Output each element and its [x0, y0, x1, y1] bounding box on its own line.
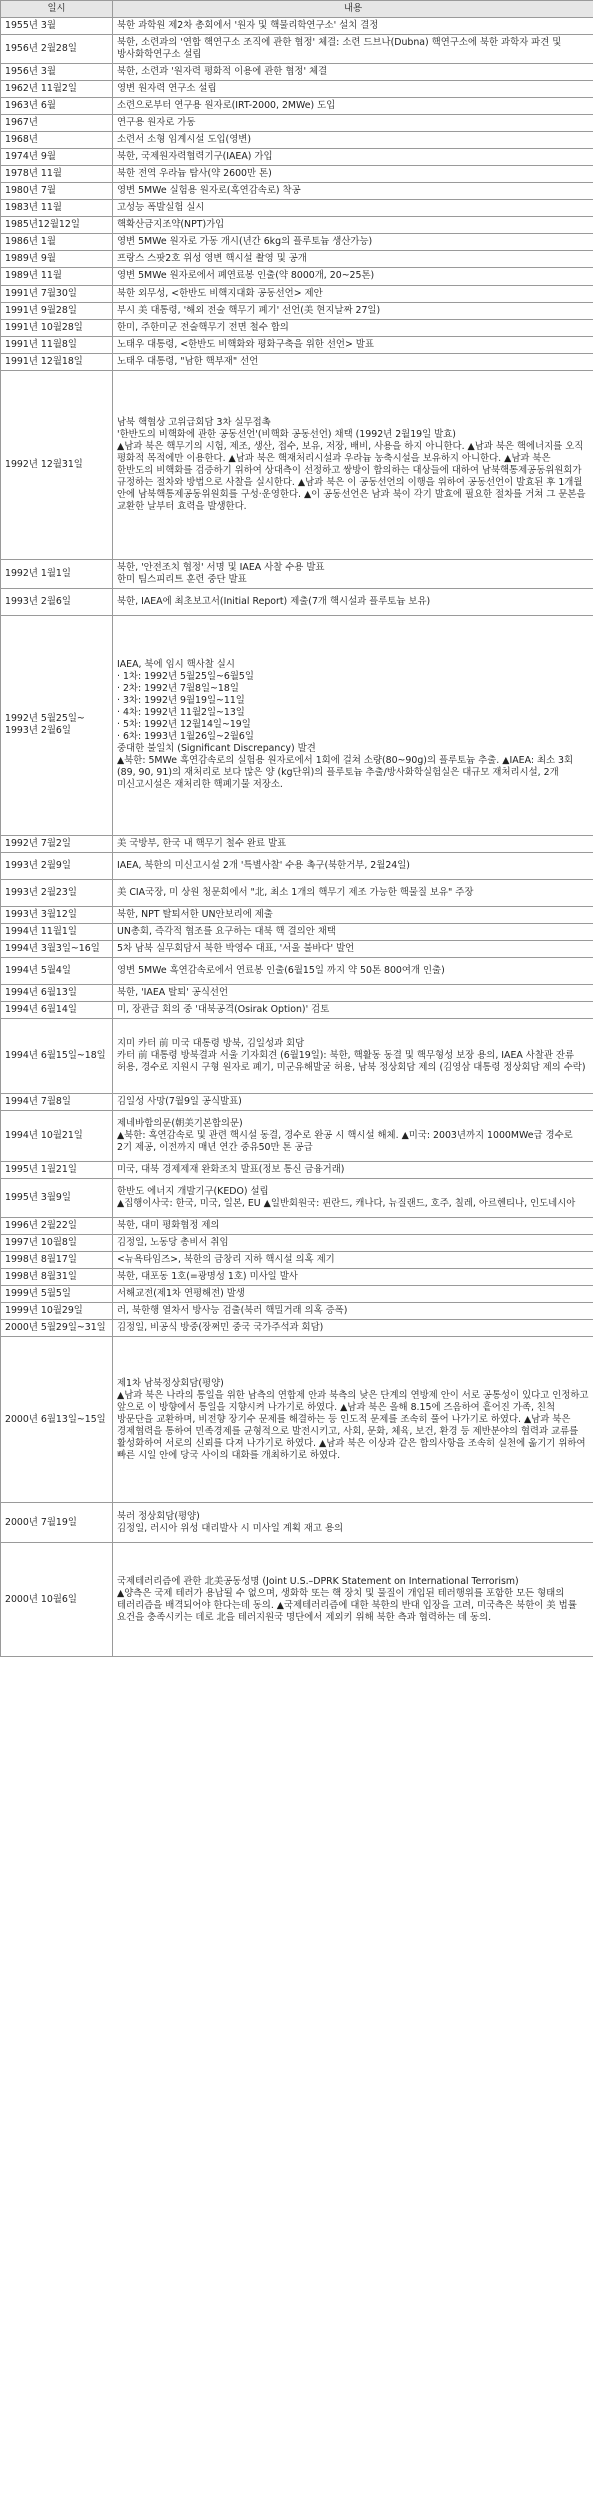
row-date: 1998년 8월17일	[1, 1252, 113, 1269]
row-date: 1989년 11월	[1, 268, 113, 285]
table-row	[1, 1320, 593, 1337]
row-content: 한미, 주한미군 전술핵무기 전면 철수 합의	[113, 319, 593, 336]
row-content: 국제테러리즘에 관한 北美공동성명 (Joint U.S.–DPRK Statement on International Terrorism) ▲양측은 국제 테러가 용납될 수 없으며, 생화학 또는 핵 장치 및 물질이 개입된 테러행위를 포함한 모든 형태의 테러리즘을 배격되어야 한다는데 동의. ▲국제테러리즘에 대한 북한의 반대 입장을 고려, 미국측은 북한이 美 법률 요건을 충족시키는 데로 北을 테러지원국 명단에서 제외키 위해 북한 측과 협력하는 데 동의.	[113, 1543, 593, 1657]
table-row	[1, 268, 593, 285]
row-content: 지미 카터 前 미국 대통령 방북, 김일성과 회담 카터 前 대통령 방북결과 서울 기자회견 (6월19일): 북한, 핵활동 동결 및 핵무형성 보장 용의, IAEA 사찰관 잔류 허용, 경수로 지원시 구형 원자로 폐기, 미군유해발굴 허용, 남북 정상회담 제의 (김영삼 대통령 정상회담 제의 수락)	[113, 1018, 593, 1093]
table-row	[1, 200, 593, 217]
table-row	[1, 81, 593, 98]
table-row	[1, 1110, 593, 1161]
table-row	[1, 1093, 593, 1110]
row-content: 부시 美 대통령, '해외 전술 핵무기 폐기' 선언(美 현지날짜 27일)	[113, 302, 593, 319]
table-row	[1, 984, 593, 1001]
table-row	[1, 1178, 593, 1217]
row-date: 1968년	[1, 132, 113, 149]
row-date: 2000년 5월29일~31일	[1, 1320, 113, 1337]
table-row	[1, 1286, 593, 1303]
table-row	[1, 370, 593, 559]
table-row	[1, 879, 593, 906]
row-content: 북한 과학원 제2차 총회에서 '원자 및 핵물리학연구소' 설치 결정	[113, 18, 593, 35]
row-date: 1991년 11월8일	[1, 336, 113, 353]
row-date: 1986년 1월	[1, 234, 113, 251]
row-date: 1998년 8월31일	[1, 1269, 113, 1286]
row-date: 1997년 10월8일	[1, 1235, 113, 1252]
table-row	[1, 615, 593, 835]
row-content: 소련으로부터 연구용 원자로(IRT-2000, 2MWe) 도입	[113, 98, 593, 115]
row-content: 북러 정상회담(평양) 김정일, 러시아 위성 대리발사 시 미사일 계획 재고 용의	[113, 1503, 593, 1543]
row-content: 영변 5MWe 원자로 가동 개시(년간 6kg의 플루토늄 생산가능)	[113, 234, 593, 251]
row-content: 서해교전(제1차 연평해전) 발생	[113, 1286, 593, 1303]
row-date: 1963년 6월	[1, 98, 113, 115]
table-row	[1, 319, 593, 336]
table-row	[1, 1161, 593, 1178]
row-content: IAEA, 북에 임시 핵사찰 실시 · 1차: 1992년 5월25일~6월5일 · 2차: 1992년 7월8일~18일 · 3차: 1992년 9월19일~11일 · 4차: 1992년 11월2일~13일 · 5차: 1992년 12월14일~19일 · 6차: 1993년 1월26일~2월6일 중대한 불일치 (Significant Discrepancy) 발견 ▲북한: 5MWe 흑연감속로의 실험용 원자로에서 1회에 걸쳐 소량(80~90g)의 플루토늄 추출. ▲IAEA: 최소 3회 (89, 90, 91)의 재처리로 보다 많은 양 (kg단위)의 플루토늄 추출/방사화학실험실은 대규모 재처리시설, 2개 미신고시설은 재처리한 핵폐기물 저장소.	[113, 615, 593, 835]
row-date: 1978년 11월	[1, 166, 113, 183]
row-date: 1999년 5월5일	[1, 1286, 113, 1303]
table-row	[1, 183, 593, 200]
row-content: 제1차 남북정상회담(평양) ▲남과 북은 나라의 통일을 위한 남측의 연합제 안과 북측의 낮은 단계의 연방제 안이 서로 공통성이 있다고 인정하고 앞으로 이 방향에서 통일을 지향시켜 나가기로 하였다. ▲남과 북은 올해 8.15에 즈음하여 흩어진 가족, 친척 방문단을 교환하며, 비전향 장기수 문제를 해결하는 등 인도적 문제를 조속히 풀어 나가기로 하였다. ▲남과 북은 경제협력을 통하여 민족경제를 균형적으로 발전시키고, 사회, 문화, 체육, 보건, 환경 등 제반분야의 협력과 교류를 활성화하여 서로의 신뢰를 다져 나가기로 하였다. ▲남과 북은 이상과 같은 합의사항을 조속히 실천에 옮기기 위하여 빠른 시일 안에 당국 사이의 대화를 개최하기로 하였다.	[113, 1337, 593, 1503]
table-row	[1, 115, 593, 132]
table-row	[1, 217, 593, 234]
row-content: 김일성 사망(7월9일 공식발표)	[113, 1093, 593, 1110]
row-content: 고성능 폭발실험 실시	[113, 200, 593, 217]
row-date: 1991년 10월28일	[1, 319, 113, 336]
row-date: 1994년 6월15일~18일	[1, 1018, 113, 1093]
table-row	[1, 1543, 593, 1657]
row-date: 1985년12월12일	[1, 217, 113, 234]
row-date: 1994년 6월13일	[1, 984, 113, 1001]
row-date: 1967년	[1, 115, 113, 132]
row-content: 美 CIA국장, 미 상원 청문회에서 "北, 최소 1개의 핵무기 제조 가능한 핵물질 보유" 주장	[113, 879, 593, 906]
row-date: 1974년 9월	[1, 149, 113, 166]
table-row	[1, 1269, 593, 1286]
row-date: 1991년 12월18일	[1, 353, 113, 370]
row-date: 1994년 3월3일~16일	[1, 940, 113, 957]
row-content: 러, 북한행 열차서 방사능 검출(북러 핵밀거래 의혹 증폭)	[113, 1303, 593, 1320]
row-content: 김정일, 노동당 총비서 취임	[113, 1235, 593, 1252]
table-row	[1, 588, 593, 615]
table-row	[1, 35, 593, 64]
row-date: 1992년 7월2일	[1, 835, 113, 852]
row-content: 미, 장관급 회의 중 '대북공격(Osirak Option)' 검토	[113, 1001, 593, 1018]
row-content: 제네바합의문(朝美기본합의문) ▲북한: 흑연감속로 및 관련 핵시설 동결, 경수로 완공 시 핵시설 해체. ▲미국: 2003년까지 1000MWe급 경수로 2기 제공, 이전까지 매년 연간 중유50만 톤 공급	[113, 1110, 593, 1161]
row-date: 1993년 2월6일	[1, 588, 113, 615]
table-row	[1, 234, 593, 251]
row-content: 북한, NPT 탈퇴서한 UN안보리에 제출	[113, 906, 593, 923]
table-row	[1, 1503, 593, 1543]
row-content: 북한, 'IAEA 탈퇴' 공식선언	[113, 984, 593, 1001]
row-content: 노태우 대통령, <한반도 비핵화와 평화구축을 위한 선언> 발표	[113, 336, 593, 353]
table-row	[1, 940, 593, 957]
header-content: 내용	[113, 1, 593, 18]
row-date: 1992년 1월1일	[1, 559, 113, 588]
table-header-row	[1, 1, 593, 18]
row-content: 영변 5MWe 흑연감속로에서 연료봉 인출(6월15일 까지 약 50톤 800여개 인출)	[113, 957, 593, 984]
row-date: 1995년 3월9일	[1, 1178, 113, 1217]
row-content: UN총회, 즉각적 협조를 요구하는 대북 핵 결의안 채택	[113, 923, 593, 940]
header-date: 일시	[1, 1, 113, 18]
table-row	[1, 559, 593, 588]
row-content: 소련서 소형 임계시설 도입(영변)	[113, 132, 593, 149]
table-row	[1, 166, 593, 183]
table-row	[1, 64, 593, 81]
table-row	[1, 906, 593, 923]
row-content: 노태우 대통령, "남한 핵부재" 선언	[113, 353, 593, 370]
row-date: 1999년 10월29일	[1, 1303, 113, 1320]
row-content: 김정일, 비공식 방중(장쩌민 중국 국가주석과 회담)	[113, 1320, 593, 1337]
row-date: 1995년 1월21일	[1, 1161, 113, 1178]
row-date: 1992년 5월25일~ 1993년 2월6일	[1, 615, 113, 835]
row-content: 북한, '안전조치 협정' 서명 및 IAEA 사찰 수용 발표 한미 팀스피리트 훈련 중단 발표	[113, 559, 593, 588]
row-date: 1996년 2월22일	[1, 1217, 113, 1234]
row-content: 북한 외무성, <한반도 비핵지대화 공동선언> 제안	[113, 285, 593, 302]
table-body	[1, 18, 593, 1657]
table-row	[1, 149, 593, 166]
row-date: 2000년 6월13일~15일	[1, 1337, 113, 1503]
row-content: 북한 전역 우라늄 탐사(약 2600만 톤)	[113, 166, 593, 183]
table-row	[1, 1018, 593, 1093]
row-content: 연구용 원자로 가동	[113, 115, 593, 132]
row-date: 2000년 10월6일	[1, 1543, 113, 1657]
row-content: 美 국방부, 한국 내 핵무기 철수 완료 발표	[113, 835, 593, 852]
table-row	[1, 336, 593, 353]
row-content: 핵확산금지조약(NPT)가입	[113, 217, 593, 234]
table-row	[1, 923, 593, 940]
row-content: 미국, 대북 경제제재 완화조치 발표(정보 통신 금융거래)	[113, 1161, 593, 1178]
row-content: 북한, 국제원자력협력기구(IAEA) 가입	[113, 149, 593, 166]
row-date: 1956년 3월	[1, 64, 113, 81]
row-content: 북한, 대포동 1호(=광명성 1호) 미사일 발사	[113, 1269, 593, 1286]
row-date: 1991년 7월30일	[1, 285, 113, 302]
row-content: 북한, IAEA에 최초보고서(Initial Report) 제출(7개 핵시설과 플루토늄 보유)	[113, 588, 593, 615]
row-date: 1994년 5월4일	[1, 957, 113, 984]
row-content: <뉴욕타임즈>, 북한의 금창리 지하 핵시설 의혹 제기	[113, 1252, 593, 1269]
table-row	[1, 251, 593, 268]
row-date: 1955년 3월	[1, 18, 113, 35]
table-row	[1, 1303, 593, 1320]
row-content: 북한, 대미 평화협정 제의	[113, 1217, 593, 1234]
row-date: 1994년 10월21일	[1, 1110, 113, 1161]
row-date: 1989년 9월	[1, 251, 113, 268]
table-row	[1, 98, 593, 115]
table-row	[1, 835, 593, 852]
row-date: 1991년 9월28일	[1, 302, 113, 319]
row-content: 남북 핵협상 고위급회담 3차 실무접촉 '한반도의 비핵화에 관한 공동선언'(비핵화 공동선언) 채택 (1992년 2월19일 발효) ▲남과 북은 핵무기의 시험, 제조, 생산, 접수, 보유, 저장, 배비, 사용을 하지 아니한다. ▲남과 북은 핵에너지를 오직 평화적 목적에만 이용한다. ▲남과 북은 핵재처리시설과 우라늄 농축시설을 보유하지 아니한다. ▲남과 북은 한반도의 비핵화를 검증하기 위하여 상대측이 선정하고 쌍방이 합의하는 대상들에 대하여 남북핵통제공동위원회가 규정하는 절차와 방법으로 사찰을 실시한다. ▲남과 북은 이 공동선언의 이행을 위하여 공동선언이 발효된 후 1개월 안에 남북핵통제공동위원회를 구성·운영한다. ▲이 공동선언은 남과 북이 각기 발효에 필요한 절차를 거쳐 그 문본을 교환한 날부터 효력을 발생한다.	[113, 370, 593, 559]
table-row	[1, 1337, 593, 1503]
row-date: 1994년 11월1일	[1, 923, 113, 940]
row-content: 영변 5MWe 원자로에서 폐연료봉 인출(약 8000개, 20~25톤)	[113, 268, 593, 285]
table-row	[1, 1001, 593, 1018]
table-row	[1, 1252, 593, 1269]
row-date: 1980년 7월	[1, 183, 113, 200]
row-content: 북한, 소련과 '원자력 평화적 이용에 관한 협정' 체결	[113, 64, 593, 81]
table-row	[1, 18, 593, 35]
table-row	[1, 302, 593, 319]
table-row	[1, 353, 593, 370]
row-content: 북한, 소련과의 '연합 핵연구소 조직에 관한 협정' 체결: 소련 드브나(Dubna) 핵연구소에 북한 과학자 파견 및 방사화학연구소 설립	[113, 35, 593, 64]
row-date: 1993년 3월12일	[1, 906, 113, 923]
row-date: 1993년 2월9일	[1, 852, 113, 879]
row-content: 영변 5MWe 실험용 원자로(흑연감속로) 착공	[113, 183, 593, 200]
row-date: 1992년 12월31일	[1, 370, 113, 559]
table-row	[1, 852, 593, 879]
row-date: 2000년 7월19일	[1, 1503, 113, 1543]
row-date: 1994년 6월14일	[1, 1001, 113, 1018]
table-row	[1, 957, 593, 984]
row-date: 1983년 11월	[1, 200, 113, 217]
row-content: IAEA, 북한의 미신고시설 2개 '특별사찰' 수용 촉구(북한거부, 2월24일)	[113, 852, 593, 879]
table-row	[1, 132, 593, 149]
table-row	[1, 285, 593, 302]
row-content: 프랑스 스팟2호 위성 영변 핵시설 촬영 및 공개	[113, 251, 593, 268]
row-date: 1993년 2월23일	[1, 879, 113, 906]
table-row	[1, 1235, 593, 1252]
row-content: 영변 원자력 연구소 설립	[113, 81, 593, 98]
row-date: 1994년 7월8일	[1, 1093, 113, 1110]
row-content: 한반도 에너지 개발기구(KEDO) 설립 ▲집행이사국: 한국, 미국, 일본, EU ▲일반회원국: 핀란드, 캐나다, 뉴질랜드, 호주, 칠레, 아르헨티나, 인도네시아	[113, 1178, 593, 1217]
table-row	[1, 1217, 593, 1234]
row-content: 5차 남북 실무회담서 북한 박영수 대표, '서울 불바다' 발언	[113, 940, 593, 957]
row-date: 1956년 2월28일	[1, 35, 113, 64]
row-date: 1962년 11월2일	[1, 81, 113, 98]
